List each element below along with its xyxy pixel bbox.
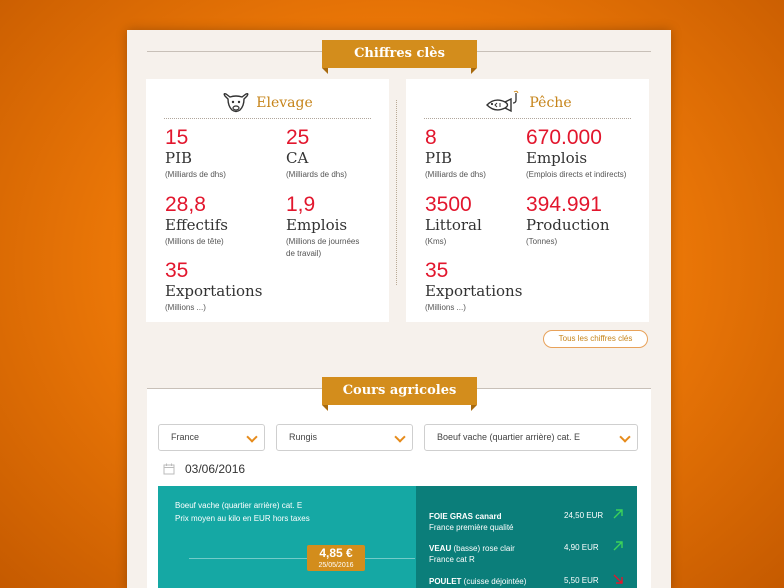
product-item-foie-gras[interactable]	[429, 511, 513, 533]
chiffres-ribbon: Chiffres clès	[322, 40, 477, 68]
country-select-value: France	[171, 432, 200, 442]
stat-value: 25	[286, 126, 310, 149]
stat-value: 15	[165, 126, 189, 149]
stat-value: 394.991	[526, 193, 602, 216]
price-tag-price: 4,85 €	[319, 546, 353, 560]
stat-value: 8	[425, 126, 437, 149]
peche-card	[406, 79, 649, 322]
stat-unit: (Millions de journées	[286, 237, 360, 246]
stat-value: 3500	[425, 193, 472, 216]
stat-label: Exportations	[425, 282, 523, 300]
elevage-stat-effectifs	[165, 193, 228, 247]
cow-icon	[222, 92, 250, 114]
elevage-stat-exportations	[165, 259, 262, 313]
peche-stat-emplois	[526, 126, 626, 180]
peche-header	[424, 87, 631, 119]
chevron-down-icon	[394, 431, 405, 442]
stat-unit: (Millions ...)	[425, 303, 466, 312]
product-list	[416, 486, 637, 588]
stat-value: 1,9	[286, 193, 316, 216]
elevage-stat-pib	[165, 126, 226, 180]
trend-up-icon	[612, 540, 624, 552]
stat-unit: (Milliards de dhs)	[425, 170, 486, 179]
stat-value: 35	[165, 259, 189, 282]
product-price: 4,90 EUR	[564, 543, 599, 552]
stat-unit: (Millions de tête)	[165, 237, 224, 246]
chart-subtitle: Prix moyen au kilo en EUR hors taxes	[175, 514, 310, 523]
chevron-down-icon	[246, 431, 257, 442]
market-select-value: Rungis	[289, 432, 318, 442]
product-select[interactable]	[424, 424, 638, 451]
elevage-header	[164, 87, 371, 119]
stat-label: Production	[526, 216, 610, 234]
product-name: VEAU	[429, 544, 452, 553]
date-picker[interactable]	[163, 460, 245, 478]
stat-value: 35	[425, 259, 449, 282]
stat-label: CA	[286, 149, 309, 167]
stat-unit: (Milliards de dhs)	[165, 170, 226, 179]
peche-stat-pib	[425, 126, 486, 180]
peche-stat-exportations	[425, 259, 522, 313]
elevage-card	[146, 79, 389, 322]
peche-title: Pêche	[529, 94, 572, 111]
stat-unit: (Kms)	[425, 237, 447, 246]
calendar-icon	[163, 463, 175, 475]
stat-label: PIB	[165, 149, 193, 167]
stat-label: Effectifs	[165, 216, 228, 234]
chart-title: Boeuf vache (quartier arrière) cat. E	[175, 501, 303, 510]
product-name-rest: (cuisse déjointée)	[461, 577, 527, 586]
stat-label: Emplois	[286, 216, 348, 234]
elevage-stat-emplois	[286, 193, 359, 259]
selected-date: 03/06/2016	[185, 462, 246, 476]
trend-down-icon	[612, 573, 624, 585]
product-item-veau[interactable]	[429, 543, 515, 565]
product-price: 24,50 EUR	[564, 511, 604, 520]
elevage-stat-ca	[286, 126, 347, 180]
fish-hook-icon	[483, 90, 523, 116]
country-select[interactable]	[158, 424, 265, 451]
stat-label: Littoral	[425, 216, 482, 234]
product-name: FOIE GRAS canard	[429, 512, 502, 521]
stat-unit: (Millions ...)	[165, 303, 206, 312]
stat-label: PIB	[425, 149, 453, 167]
stat-label: Exportations	[165, 282, 263, 300]
stat-value: 670.000	[526, 126, 602, 149]
price-tag-date: 25/05/2016	[318, 562, 354, 569]
peche-stat-littoral	[425, 193, 482, 247]
all-chiffres-button[interactable]: Tous les chiffres clés	[543, 330, 648, 348]
main-panel	[127, 30, 671, 588]
stat-value: 28,8	[165, 193, 206, 216]
product-desc: France première qualité	[429, 523, 514, 532]
stat-label: Emplois	[526, 149, 588, 167]
market-select[interactable]	[276, 424, 413, 451]
stat-unit: (Milliards de dhs)	[286, 170, 347, 179]
chevron-down-icon	[619, 431, 630, 442]
product-select-value: Boeuf vache (quartier arrière) cat. E	[437, 432, 581, 442]
elevage-title: Elevage	[256, 94, 313, 111]
card-separator	[396, 100, 397, 285]
chart-baseline	[189, 558, 415, 559]
product-name-rest: (basse) rose clair	[451, 544, 515, 553]
product-name: POULET	[429, 577, 462, 586]
price-tag	[307, 545, 365, 571]
stat-unit: (Emplois directs et indirects)	[526, 170, 627, 179]
trend-up-icon	[612, 508, 624, 520]
stat-unit: (Tonnes)	[526, 237, 558, 246]
cours-ribbon: Cours agricoles	[322, 377, 477, 405]
product-item-poulet[interactable]	[429, 576, 526, 587]
product-desc: France cat R	[429, 555, 475, 564]
product-price: 5,50 EUR	[564, 576, 599, 585]
stat-unit-line2: de travail)	[286, 249, 322, 258]
peche-stat-production	[526, 193, 609, 247]
